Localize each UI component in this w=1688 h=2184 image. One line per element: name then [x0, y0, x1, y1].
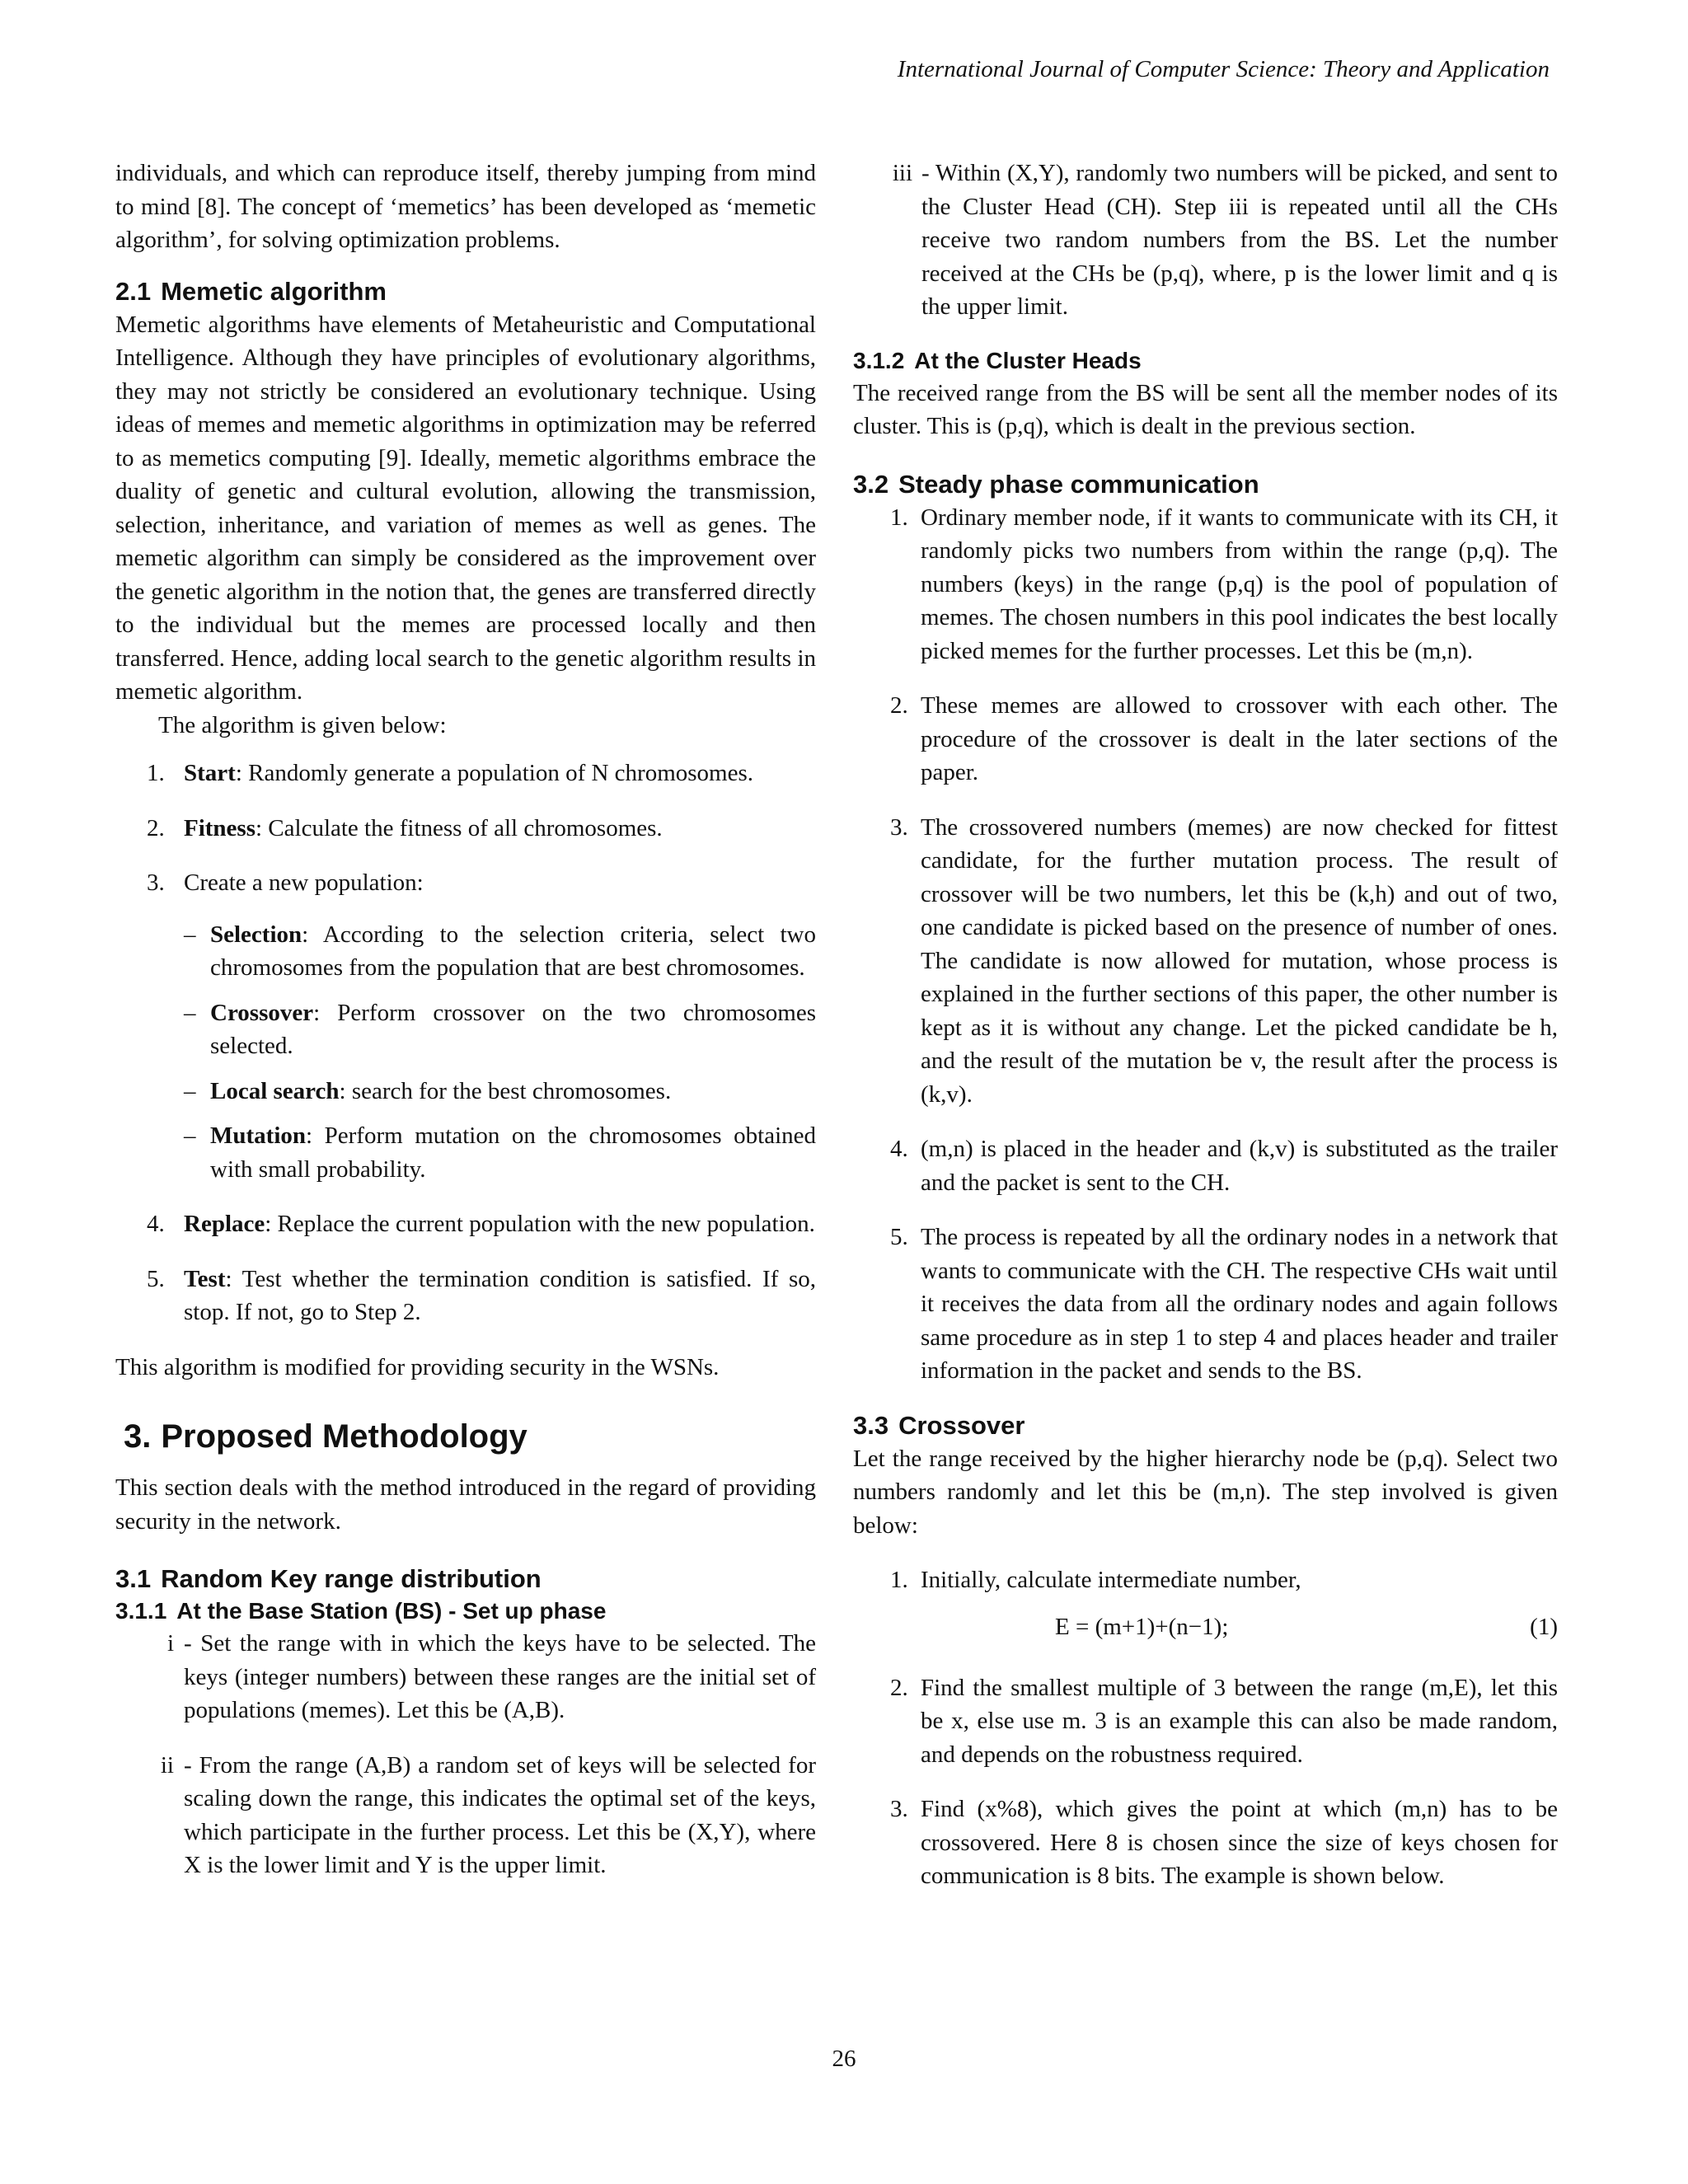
section-number: 3.1: [115, 1564, 152, 1593]
list-item: [115, 1627, 816, 1727]
list-item: [115, 1749, 816, 1882]
list-item: [115, 1075, 816, 1108]
methodology-paragraph: This section deals with the method introduced in the regard of providing security in the network.: [115, 1474, 816, 1535]
step-term: Selection: [210, 921, 302, 948]
step-text: Initially, calculate intermediate number,: [921, 1567, 1301, 1593]
algorithm-lead: The algorithm is given below:: [158, 711, 447, 738]
list-marker: 5.: [890, 1224, 908, 1250]
equation-1: [921, 1610, 1558, 1650]
section-3-1-1-heading: [115, 1596, 816, 1627]
setup-steps-continued: [853, 157, 1558, 324]
page-number: 26: [832, 2046, 856, 2072]
right-column: [853, 157, 1558, 1915]
equation-body: E = (m+1)+(n−1);: [1055, 1613, 1229, 1640]
left-column: [115, 157, 816, 1904]
roman-marker: i: [166, 1630, 174, 1657]
crossover-steps: [853, 1563, 1558, 1893]
section-number: 3.: [124, 1418, 152, 1455]
list-marker: 1.: [890, 1567, 908, 1593]
list-item: [115, 918, 816, 985]
algorithm-steps: [115, 757, 816, 1329]
section-3-3-heading: [853, 1409, 1558, 1442]
section-3-1-2-heading: [853, 345, 1558, 377]
step-term: Start: [184, 760, 236, 786]
section-title: At the Cluster Heads: [914, 347, 1142, 373]
list-item: [115, 866, 816, 1186]
list-item: [115, 1119, 816, 1186]
list-item: [853, 811, 1558, 1112]
list-item: [115, 1263, 816, 1329]
section-number: 3.2: [853, 469, 889, 499]
intro-paragraph: individuals, and which can reproduce itself, thereby jumping from mind to mind [8]. The concept of ‘memetics’ has been developed as ‘memetic algorithm’, for solving optimization problems.: [115, 160, 816, 253]
section-title: Steady phase communication: [898, 469, 1259, 499]
step-text: The crossovered numbers (memes) are now checked for fittest candidate, for the further mutation process. The result of crossover will be two numbers, let this be (k,h) and out of two, one candidate is picked based on the presence of number of ones. The candidate is now allowed for mutation, whose process is explained in the further sections of this paper, the other number is kept as it is without any change. Let the picked candidate be h, and the result of the mutation be v, the result after the process is (k,v).: [921, 813, 1558, 1108]
list-item: [853, 1793, 1558, 1893]
step-text: These memes are allowed to crossover with each other. The procedure of the crossover is dealt in the later sections of the paper.: [921, 692, 1558, 785]
section-title: Proposed Methodology: [161, 1418, 528, 1455]
memetic-paragraph: Memetic algorithms have elements of Metaheuristic and Computational Intelligence. Although they have principles of evolutionary algorithms, they may not strictly be considered an evolutionary technique. Using ideas of memes and memetic algorithms in optimization may be referred to as memetics computing [9]. Ideally, memetic algorithms embrace the duality of genetic and cultural evolution, allowing the transmission, selection, inheritance, and variation of memes as well as genes. The memetic algorithm can simply be considered as the improvement over the genetic algorithm in the notion that, the genes are transferred directly to the individual but the memes are processed locally and then transferred. Hence, adding local search to the genetic algorithm results in memetic algorithm.: [115, 311, 816, 705]
step-text: (m,n) is placed in the header and (k,v) is substituted as the trailer and the packet is sent to the CH.: [921, 1136, 1558, 1196]
list-item: [115, 996, 816, 1063]
list-marker: 2.: [890, 1674, 908, 1701]
step-text: - Set the range with in which the keys have to be selected. The keys (integer numbers) between these ranges are the initial set of populations (memes). Let this be (A,B).: [184, 1630, 816, 1723]
step-text: : search for the best chromosomes.: [339, 1077, 672, 1104]
list-marker: 2.: [147, 814, 165, 841]
list-item: [853, 689, 1558, 790]
step-term: Mutation: [210, 1122, 306, 1149]
section-number: 2.1: [115, 276, 152, 306]
list-item: [115, 812, 816, 846]
step-text: - From the range (A,B) a random set of keys will be selected for scaling down the range, this indicates the optimal set of the keys, which participate in the further process. Let this be (X,Y), where X is the lower limit and Y is the upper limit.: [184, 1751, 816, 1878]
section-2-1-heading: [115, 275, 816, 308]
list-item: [853, 1221, 1558, 1388]
section-number: 3.1.1: [115, 1598, 167, 1624]
list-item: [115, 757, 816, 790]
equation-number: (1): [1530, 1613, 1558, 1640]
step-text: : Perform crossover on the two chromosomes selected.: [210, 999, 816, 1059]
dash-marker: –: [184, 1077, 196, 1104]
step-text: : According to the selection criteria, select two chromosomes from the population that are best chromosomes.: [210, 921, 816, 981]
step-text: - Within (X,Y), randomly two numbers will be picked, and sent to the Cluster Head (CH). Step iii is repeated until all the CHs receive two random numbers from the BS. Let the number received at the CHs be (p,q), where, p is the lower limit and q is the upper limit.: [921, 160, 1558, 320]
list-marker: 4.: [147, 1211, 165, 1237]
step-text: : Replace the current population with the new population.: [265, 1211, 815, 1237]
list-marker: 3.: [890, 813, 908, 841]
step-text: Ordinary member node, if it wants to communicate with its CH, it randomly picks two numbers from within the range (p,q). The numbers (keys) in the range (p,q) is the pool of population of memes. The chosen numbers in this pool indicates the best locally picked memes for the further processes. Let this be (m,n).: [921, 504, 1558, 664]
dash-marker: –: [184, 999, 196, 1026]
dash-marker: –: [184, 921, 196, 948]
section-title: Crossover: [898, 1410, 1025, 1440]
list-item: [853, 1132, 1558, 1199]
step-text: The process is repeated by all the ordinary nodes in a network that wants to communicate with the CH. The respective CHs wait until it receives the data from all the ordinary nodes and again follows same procedure as in step 1 to step 4 and places header and trailer information in the packet and sends to the BS.: [921, 1224, 1558, 1384]
section-3-heading: [115, 1415, 816, 1458]
list-marker: 2.: [890, 692, 908, 719]
list-marker: 1.: [147, 760, 165, 786]
step-text: Find the smallest multiple of 3 between the range (m,E), let this be x, else use m. 3 is an example this can also be made random, and depends on the robustness required.: [921, 1674, 1558, 1768]
section-3-1-heading: [115, 1563, 816, 1596]
list-marker: 3.: [890, 1796, 908, 1822]
step-text: : Test whether the termination condition is satisfied. If so, stop. If not, go to Step 2.: [184, 1265, 816, 1325]
section-title: Memetic algorithm: [161, 276, 387, 306]
list-item: [853, 157, 1558, 324]
list-marker: 1.: [890, 504, 908, 531]
step-text: Find (x%8), which gives the point at which (m,n) has to be crossovered. Here 8 is chosen since the size of keys chosen for communication is 8 bits. The example is shown below.: [921, 1796, 1558, 1889]
algorithm-closing: This algorithm is modified for providing security in the WSNs.: [115, 1353, 720, 1380]
roman-marker: iii: [892, 160, 912, 186]
section-number: 3.1.2: [853, 347, 905, 373]
crossover-paragraph: Let the range received by the higher hierarchy node be (p,q). Select two numbers randomly and let this be (m,n). The step involved is given below:: [853, 1445, 1558, 1539]
list-marker: 4.: [890, 1136, 908, 1162]
section-3-2-heading: [853, 468, 1558, 501]
step-text: : Randomly generate a population of N chromosomes.: [235, 760, 754, 786]
sub-steps: [115, 918, 816, 1187]
step-term: Replace: [184, 1211, 265, 1237]
steady-phase-steps: [853, 501, 1558, 1388]
step-text: Create a new population:: [184, 869, 424, 896]
roman-marker: ii: [160, 1751, 174, 1779]
dash-marker: –: [184, 1122, 196, 1149]
list-marker: 3.: [147, 869, 165, 896]
step-term: Crossover: [210, 999, 314, 1026]
section-title: At the Base Station (BS) - Set up phase: [176, 1598, 607, 1624]
list-marker: 5.: [147, 1265, 165, 1292]
list-item: [115, 1207, 816, 1241]
setup-steps: [115, 1627, 816, 1882]
step-text: : Perform mutation on the chromosomes obtained with small probability.: [210, 1122, 816, 1183]
running-header: International Journal of Computer Science: Theory and Application: [897, 56, 1550, 82]
step-term: Local search: [210, 1077, 340, 1104]
list-item: [853, 501, 1558, 668]
cluster-heads-paragraph: The received range from the BS will be sent all the member nodes of its cluster. This is (p,q), which is dealt in the previous section.: [853, 379, 1558, 439]
list-item: [853, 1671, 1558, 1772]
section-number: 3.3: [853, 1410, 889, 1440]
section-title: Random Key range distribution: [161, 1564, 542, 1593]
list-item: [853, 1563, 1558, 1650]
step-term: Fitness: [184, 814, 256, 841]
step-term: Test: [184, 1265, 226, 1292]
step-text: : Calculate the fitness of all chromosomes.: [256, 814, 663, 841]
